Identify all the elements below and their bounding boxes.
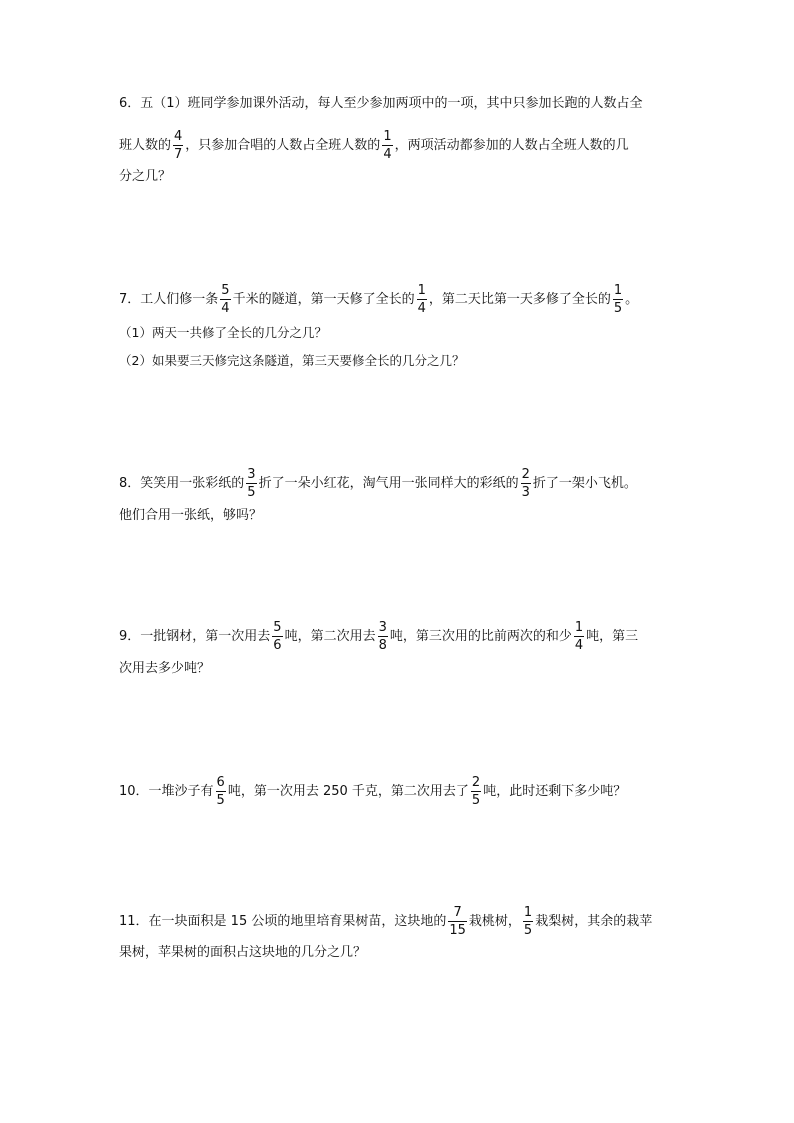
fraction [246, 468, 256, 499]
fraction [272, 621, 282, 652]
problem-9-text: 吨，第二次用去 [284, 628, 376, 644]
problem-8-line-1 [119, 468, 679, 499]
problem-11-line-1 [119, 906, 679, 937]
fraction [173, 130, 183, 161]
fraction-numerator: 6 [216, 775, 225, 790]
fraction [220, 284, 230, 315]
fraction-numerator: 1 [383, 129, 392, 144]
problem-8-line-2 [119, 506, 679, 526]
problem-11-text: 11．在一块面积是 15 公顷的地里培育果树苗，这块地的 [119, 913, 447, 929]
problem-7-text: 7．工人们修一条 [119, 291, 219, 307]
fraction-denominator: 3 [521, 485, 530, 500]
problem-7-subquestion: （2）如果要三天修完这条隧道，第三天要修全长的几分之几？ [119, 353, 465, 368]
problem-7-question-1 [119, 323, 679, 343]
problem-11-text: 栽梨树，其余的栽苹 [535, 913, 653, 929]
fraction-denominator: 5 [216, 793, 225, 808]
problem-9-text: 吨，第三次用的比前两次的和少 [389, 628, 572, 644]
problem-8-text: 他们合用一张纸，够吗？ [119, 508, 263, 523]
problem-7-subquestion: （1）两天一共修了全长的几分之几？ [119, 325, 327, 340]
problem-9-text: 9．一批钢材，第一次用去 [119, 628, 271, 644]
problem-11-text: 栽桃树， [468, 913, 521, 929]
problem-9-line-1 [119, 621, 679, 652]
fraction-denominator: 15 [449, 923, 466, 938]
fraction [523, 906, 533, 937]
fraction-denominator: 4 [383, 147, 392, 162]
problem-10-line-1 [119, 776, 679, 807]
fraction [448, 906, 467, 937]
problem-11-line-2 [119, 943, 679, 963]
fraction-denominator: 7 [174, 147, 183, 162]
problem-8-text: 折了一架小飞机。 [532, 475, 637, 491]
fraction [471, 776, 481, 807]
problem-7-text: 千米的隧道，第一天修了全长的 [232, 291, 415, 307]
problem-6-text: 分之几？ [119, 169, 172, 184]
fraction-denominator: 6 [273, 638, 282, 653]
fraction [574, 621, 584, 652]
fraction-numerator: 5 [273, 620, 282, 635]
fraction-numerator: 1 [574, 620, 584, 635]
fraction-denominator: 5 [523, 923, 533, 938]
fraction-numerator: 4 [174, 129, 183, 144]
fraction-numerator: 1 [523, 905, 533, 920]
problem-11-text: 果树，苹果树的面积占这块地的几分之几？ [119, 945, 367, 960]
problem-9-line-2 [119, 659, 679, 679]
fraction-numerator: 2 [521, 467, 530, 482]
problem-10-text: 吨，此时还剩下多少吨？ [483, 783, 627, 799]
fraction-denominator: 4 [574, 638, 584, 653]
fraction [216, 776, 226, 807]
problem-7-text: ，第二天比第一天多修了全长的 [428, 291, 611, 307]
problem-6-text: ，两项活动都参加的人数占全班人数的几 [394, 137, 629, 153]
fraction-numerator: 7 [453, 905, 462, 920]
fraction [613, 284, 623, 315]
problem-10-text: 10．一堆沙子有 [119, 783, 214, 799]
problem-10-text: 吨，第一次用去 250 千克，第二次用去了 [227, 783, 469, 799]
problem-9-text: 次用去多少吨？ [119, 661, 211, 676]
fraction-denominator: 5 [471, 793, 481, 808]
problem-6-line-1 [119, 94, 679, 114]
fraction-numerator: 1 [417, 283, 426, 298]
problem-9-text: 吨，第三 [586, 628, 639, 644]
fraction-denominator: 5 [613, 301, 623, 316]
fraction [378, 621, 388, 652]
problem-6-line-2 [119, 130, 679, 161]
problem-8-text: 折了一朵小红花，淘气用一张同样大的彩纸的 [258, 475, 519, 491]
fraction [521, 468, 531, 499]
problem-6-line-3 [119, 167, 679, 187]
fraction-denominator: 4 [417, 301, 426, 316]
problem-6-text: 6．五（1）班同学参加课外活动，每人至少参加两项中的一项，其中只参加长跑的人数占全 [119, 96, 643, 111]
problem-7-text: 。 [625, 291, 639, 307]
fraction-numerator: 1 [613, 283, 623, 298]
problem-6-text: 班人数的 [119, 137, 172, 153]
fraction-denominator: 4 [221, 301, 230, 316]
problem-6-text: ，只参加合唱的人数占全班人数的 [185, 137, 381, 153]
fraction-denominator: 8 [378, 638, 387, 653]
fraction-numerator: 3 [247, 467, 256, 482]
fraction-denominator: 5 [247, 485, 256, 500]
problem-7-question-2 [119, 351, 679, 371]
fraction-numerator: 3 [378, 620, 387, 635]
problem-8-text: 8．笑笑用一张彩纸的 [119, 475, 245, 491]
fraction-numerator: 5 [221, 283, 230, 298]
fraction [417, 284, 427, 315]
problem-7-line-1 [119, 284, 679, 315]
fraction [382, 130, 392, 161]
fraction-numerator: 2 [471, 775, 481, 790]
